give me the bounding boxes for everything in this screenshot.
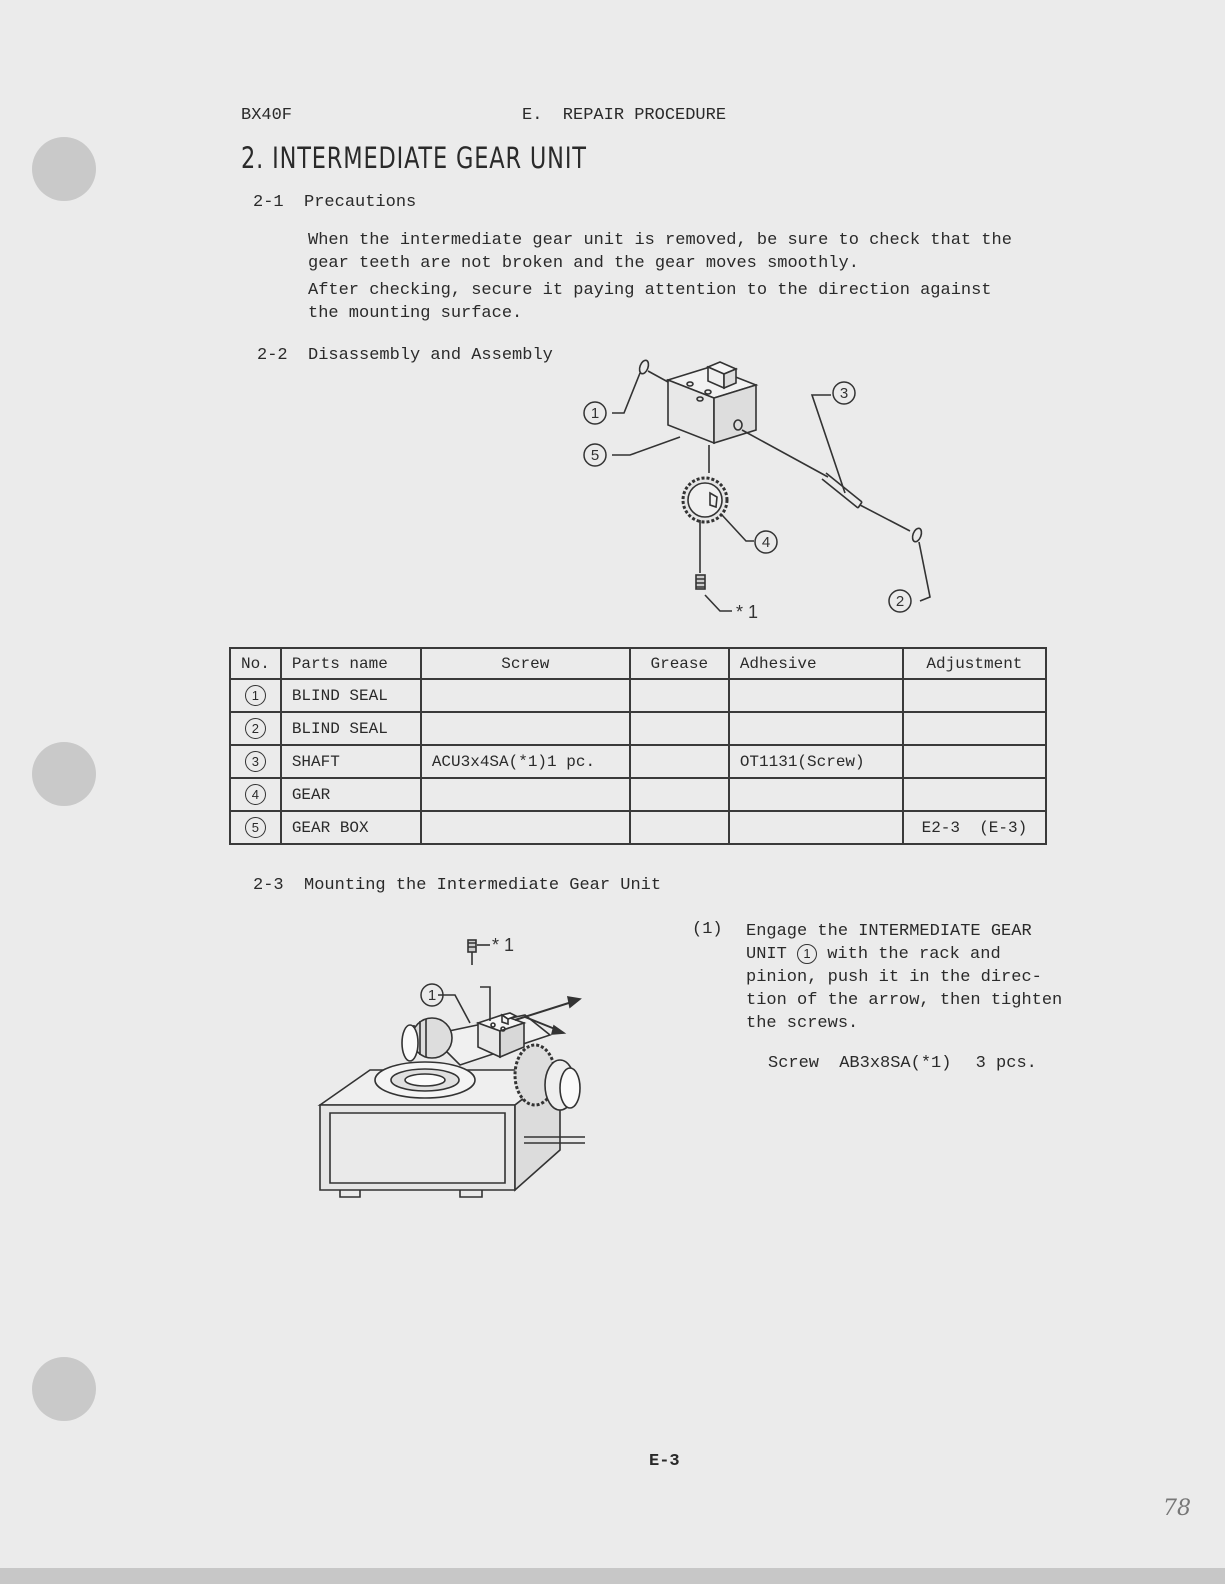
binder-hole-middle — [32, 742, 96, 806]
precautions-heading: 2-1 Precautions — [253, 193, 417, 212]
part-adhesive — [729, 811, 903, 844]
step-line: Engage the INTERMEDIATE GEAR — [746, 922, 1032, 941]
scan-edge — [0, 1568, 1225, 1584]
header-parts-name: Parts name — [281, 648, 421, 679]
table-row — [230, 712, 1046, 745]
part-adjustment — [903, 712, 1046, 745]
callout-2: 2 — [895, 593, 905, 610]
part-name: SHAFT — [281, 745, 421, 778]
figure-callout-1: 1 — [427, 987, 437, 1004]
screw-note: * 1 — [736, 602, 759, 622]
callout-3: 3 — [839, 385, 849, 402]
part-adhesive: OT1131(Screw) — [729, 745, 903, 778]
step-part-callout: 1 — [797, 944, 817, 964]
part-number: 5 — [245, 817, 266, 838]
precautions-line: gear teeth are not broken and the gear moves smoothly. — [308, 254, 859, 273]
part-grease — [630, 712, 729, 745]
header-section: E. REPAIR PROCEDURE — [522, 106, 727, 125]
precautions-line: When the intermediate gear unit is removed, be sure to check that the — [308, 231, 1012, 250]
page-number: E-3 — [649, 1452, 680, 1471]
table-row — [230, 811, 1046, 844]
header-adhesive: Adhesive — [729, 648, 903, 679]
binder-hole-top — [32, 137, 96, 201]
part-adjustment — [903, 778, 1046, 811]
part-screw — [421, 679, 630, 712]
part-name: BLIND SEAL — [281, 679, 421, 712]
table-header-row — [230, 648, 1046, 679]
part-grease — [630, 745, 729, 778]
table-row — [230, 745, 1046, 778]
part-screw: ACU3x4SA(*1)1 pc. — [421, 745, 630, 778]
header-adjustment: Adjustment — [903, 648, 1046, 679]
part-number: 4 — [245, 784, 266, 805]
screw-qty: 3 pcs. — [975, 1054, 1037, 1073]
part-adjustment — [903, 745, 1046, 778]
part-grease — [630, 778, 729, 811]
callout-4: 4 — [761, 534, 771, 551]
mounting-heading: 2-3 Mounting the Intermediate Gear Unit — [253, 876, 662, 895]
screw-label: Screw — [768, 1054, 820, 1073]
part-adhesive — [729, 712, 903, 745]
step-line: tion of the arrow, then tighten — [746, 991, 1063, 1010]
header-model: BX40F — [241, 106, 293, 125]
part-number: 3 — [245, 751, 266, 772]
header-no: No. — [230, 648, 281, 679]
callout-1: 1 — [590, 405, 600, 422]
screw-code: AB3x8SA(*1) — [839, 1054, 952, 1073]
disassembly-heading: 2-2 Disassembly and Assembly — [257, 346, 553, 365]
callout-5: 5 — [590, 447, 600, 464]
step-line: the screws. — [746, 1014, 859, 1033]
part-grease — [630, 811, 729, 844]
part-adjustment — [903, 679, 1046, 712]
exploded-view-diagram — [560, 345, 960, 635]
precautions-line: the mounting surface. — [308, 304, 523, 323]
part-adjustment: E2-3 (E-3) — [903, 811, 1046, 844]
part-adhesive — [729, 778, 903, 811]
table-row — [230, 778, 1046, 811]
part-screw — [421, 811, 630, 844]
step-line: pinion, push it in the direc- — [746, 968, 1042, 987]
part-screw — [421, 778, 630, 811]
part-number: 2 — [245, 718, 266, 739]
part-name: BLIND SEAL — [281, 712, 421, 745]
figure-screw-note: * 1 — [492, 935, 515, 955]
part-name: GEAR BOX — [281, 811, 421, 844]
handwritten-page-number: 78 — [1163, 1496, 1191, 1521]
step-line — [746, 943, 1062, 966]
part-number: 1 — [245, 685, 266, 706]
header-grease: Grease — [630, 648, 729, 679]
part-name: GEAR — [281, 778, 421, 811]
step-line-text: UNIT — [746, 945, 787, 964]
header-screw: Screw — [421, 648, 630, 679]
page-title: 2. INTERMEDIATE GEAR UNIT — [241, 141, 587, 175]
precautions-line: After checking, secure it paying attention to the direction against — [308, 281, 992, 300]
binder-hole-bottom — [32, 1357, 96, 1421]
part-screw — [421, 712, 630, 745]
step-number: (1) — [692, 920, 723, 939]
screw-spec — [768, 1054, 1037, 1073]
mounting-diagram — [310, 925, 610, 1215]
precautions-text — [308, 229, 1108, 325]
table-row — [230, 679, 1046, 712]
step-line-text: with the rack and — [827, 945, 1001, 964]
part-grease — [630, 679, 729, 712]
part-adhesive — [729, 679, 903, 712]
parts-table — [229, 647, 1047, 845]
